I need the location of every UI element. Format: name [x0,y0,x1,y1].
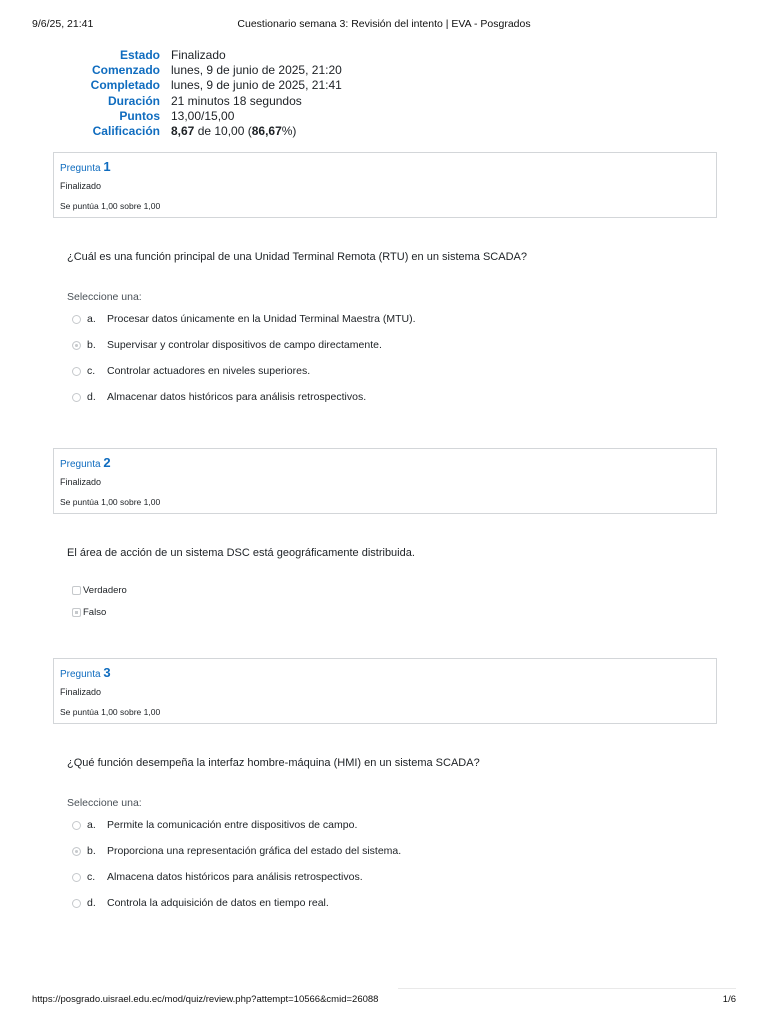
radio-button[interactable] [72,873,81,882]
summary-value: lunes, 9 de junio de 2025, 21:41 [171,78,342,93]
question-state: Finalizado [60,687,102,697]
page-url[interactable]: https://posgrado.uisrael.edu.ec/mod/quiz/review.php?attempt=10566&cmid=26088 [32,994,379,1005]
answer-option-b[interactable] [72,845,401,859]
radio-button[interactable] [72,899,81,908]
answer-option-d[interactable] [72,897,329,911]
grade-score: 8,67 [171,124,195,139]
option-letter: b. [87,845,96,858]
option-letter: c. [87,365,96,378]
summary-row-duracion [60,94,460,109]
question-grade: Se puntúa 1,00 sobre 1,00 [60,707,161,717]
summary-row-completado [60,78,460,93]
grade-of-text: de 10,00 ( [194,124,252,139]
select-one-prompt: Seleccione una: [67,797,142,809]
answer-option-b[interactable] [72,339,382,353]
footer-divider [398,988,736,989]
answer-option-c[interactable] [72,365,310,379]
summary-value: Finalizado [171,48,226,62]
radio-button-selected[interactable] [72,341,81,350]
summary-label: Completado [90,78,160,93]
option-letter: d. [87,897,96,910]
option-text: Verdadero [83,585,127,596]
question-text-2: El área de acción de un sistema DSC está geográficamente distribuida. [67,547,415,559]
summary-label: Duración [107,93,160,108]
print-footer [32,994,736,1008]
summary-row-puntos [60,109,460,124]
radio-button[interactable] [72,315,81,324]
print-header [32,18,736,34]
question-number [60,159,111,174]
option-letter: a. [87,819,96,832]
option-letter: b. [87,339,96,352]
radio-button[interactable] [72,586,81,595]
question-number [60,455,111,470]
question-number-value: 1 [103,159,111,174]
attempt-summary-table [60,48,460,139]
summary-row-calificacion [60,124,460,139]
question-text-1: ¿Cuál es una función principal de una Unidad Terminal Remota (RTU) en un sistema SCADA? [67,251,527,263]
summary-value: lunes, 9 de junio de 2025, 21:20 [171,63,342,78]
summary-label: Comenzado [91,63,160,78]
select-one-prompt: Seleccione una: [67,291,142,303]
summary-row-estado [60,48,460,63]
question-grade: Se puntúa 1,00 sobre 1,00 [60,497,161,507]
question-number [60,665,111,680]
option-text: Controla la adquisición de datos en tiempo real. [107,897,329,910]
answer-option-c[interactable] [72,871,363,885]
option-letter: a. [87,313,96,326]
print-page-title: Cuestionario semana 3: Revisión del intento | EVA - Posgrados [237,18,531,30]
question-state: Finalizado [60,181,102,191]
answer-option-verdadero[interactable] [72,585,127,596]
page-number: 1/6 [722,994,736,1005]
summary-value [171,124,460,139]
radio-button[interactable] [72,821,81,830]
question-grade: Se puntúa 1,00 sobre 1,00 [60,201,161,211]
option-text: Permite la comunicación entre dispositivos de campo. [107,819,358,832]
question-number-value: 2 [103,455,111,470]
radio-button[interactable] [72,367,81,376]
question-state: Finalizado [60,477,102,487]
answer-option-falso[interactable] [72,607,106,618]
radio-button[interactable] [72,393,81,402]
summary-value: 13,00/15,00 [171,108,235,123]
summary-row-comenzado [60,63,460,78]
question-info-box-3 [53,658,717,724]
summary-label: Estado [119,48,160,62]
option-text: Supervisar y controlar dispositivos de campo directamente. [107,339,382,352]
option-text: Almacena datos históricos para análisis retrospectivos. [107,871,363,884]
option-text: Falso [83,607,107,618]
option-text: Controlar actuadores en niveles superiores. [107,365,311,378]
print-datetime: 9/6/25, 21:41 [32,18,94,30]
radio-button-selected[interactable] [72,847,81,856]
question-text-3: ¿Qué función desempeña la interfaz hombre-máquina (HMI) en un sistema SCADA? [67,757,480,769]
option-text: Almacenar datos históricos para análisis retrospectivos. [107,391,367,404]
option-letter: c. [87,871,96,884]
grade-close: %) [281,124,297,139]
answer-option-a[interactable] [72,819,357,833]
question-info-box-1 [53,152,717,218]
question-prefix: Pregunta [60,669,101,680]
option-text: Proporciona una representación gráfica del estado del sistema. [107,845,402,858]
option-letter: d. [87,391,96,404]
question-prefix: Pregunta [60,459,101,470]
summary-label: Calificación [92,124,160,139]
question-info-box-2 [53,448,717,514]
answer-option-d[interactable] [72,391,366,405]
question-prefix: Pregunta [60,163,101,174]
question-number-value: 3 [103,665,111,680]
summary-label: Puntos [119,108,160,123]
answer-option-a[interactable] [72,313,416,327]
option-text: Procesar datos únicamente en la Unidad Terminal Maestra (MTU). [107,313,416,326]
summary-value: 21 minutos 18 segundos [171,93,302,108]
grade-percent: 86,67 [251,124,282,139]
radio-button-selected[interactable] [72,608,81,617]
